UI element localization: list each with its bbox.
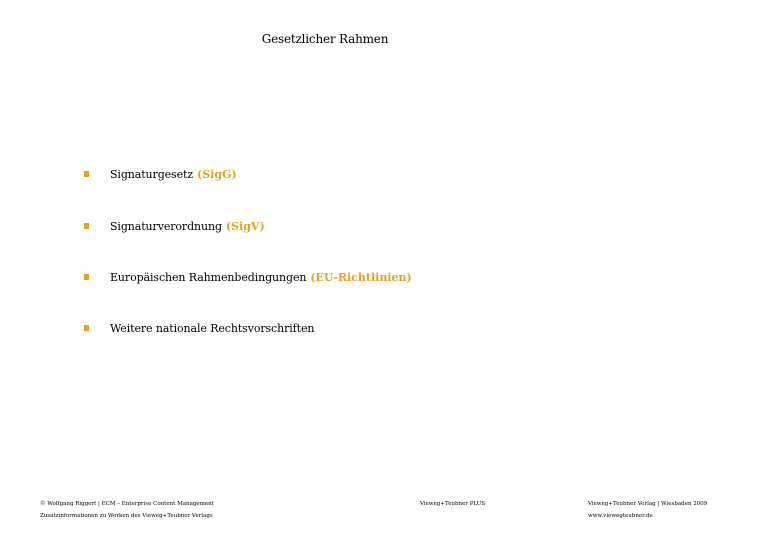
footer-copyright: © Wolfgang Riggert | ECM – Enterprise Content Management [40,501,214,507]
footer-url: www.viewegteubner.de [588,513,653,519]
square-bullet-icon [84,274,89,280]
bullet-text: Europäischen Rahmenbedingungen [110,270,307,284]
bullet-text: Signaturgesetz [110,167,194,181]
footer-left [40,498,214,522]
list-item [84,166,237,182]
list-item [84,269,412,285]
footer-brand: Vieweg+Teubner PLUS [420,501,486,507]
footer-center [420,498,485,510]
bullet-abbreviation: (EU-Richtlinien) [310,270,412,284]
list-item [84,320,314,336]
footer-note: Zusatzinformationen zu Werken des Vieweg+Teubner Verlags [40,513,213,519]
square-bullet-icon [84,325,89,331]
slide-title: Gesetzlicher Rahmen [261,32,389,46]
bullet-text: Signaturverordnung [110,219,222,233]
list-item [84,218,265,234]
footer-right [588,498,707,522]
footer-publisher: Vieweg+Teubner Verlag | Wiesbaden 2009 [588,501,708,507]
square-bullet-icon [84,223,89,229]
bullet-abbreviation: (SigG) [197,167,237,181]
bullet-abbreviation: (SigV) [225,219,265,233]
bullet-text: Weitere nationale Rechtsvorschriften [110,321,315,335]
square-bullet-icon [84,171,89,177]
